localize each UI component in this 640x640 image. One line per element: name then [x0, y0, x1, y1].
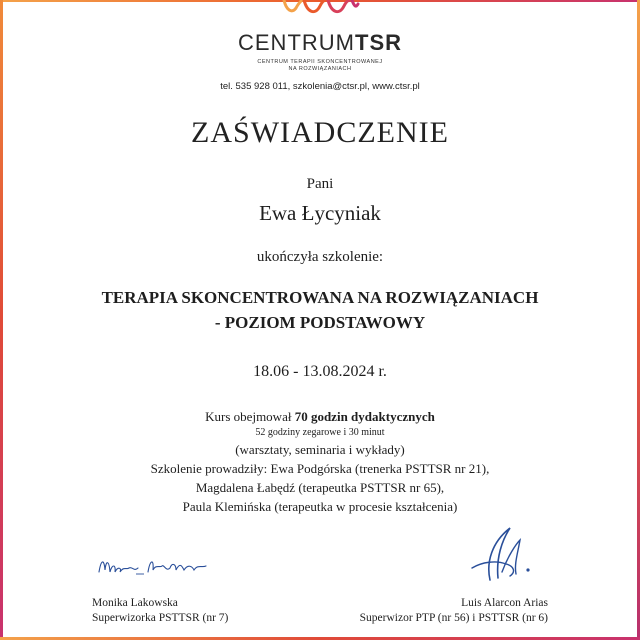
salutation: Pani: [306, 176, 334, 192]
contact-info: tel. 535 928 011, szkolenia@ctsr.pl, www.ctsr.pl: [220, 81, 420, 92]
course-dates: 18.06 - 13.08.2024 r.: [253, 363, 387, 380]
trainers-line1: Szkolenie prowadziły: Ewa Podgórska (trenerka PSTTSR nr 21),: [150, 461, 490, 476]
right-signer-name: Luis Alarcon Arias: [461, 597, 548, 609]
hours-prefix: Kurs obejmował: [205, 409, 295, 424]
certificate-title: ZAŚWIADCZENIE: [191, 116, 449, 149]
right-signature-icon: [462, 522, 542, 584]
brand-name-part2: TSR: [355, 30, 402, 55]
left-signature-icon: [96, 554, 212, 578]
left-signer-role: Superwizorka PSTTSR (nr 7): [92, 612, 229, 624]
hours-line: [0, 407, 640, 426]
left-signer: [92, 596, 228, 626]
course-title-line1: TERAPIA SKONCENTROWANA NA ROZWIĄZANIACH: [101, 288, 539, 307]
format-line: (warsztaty, seminaria i wykłady): [235, 442, 405, 457]
recipient-name: Ewa Łycyniak: [259, 201, 381, 225]
course-title-line2: - POZIOM PODSTAWOWY: [214, 313, 426, 332]
clock-hours-line: 52 godziny zegarowe i 30 minut: [255, 427, 385, 438]
right-signer: [360, 596, 548, 626]
right-signer-role: Superwizor PTP (nr 56) i PSTTSR (nr 6): [359, 612, 548, 624]
centrum-tsr-logo-icon: [282, 0, 360, 20]
brand-subtitle-line1: CENTRUM TERAPII SKONCENTROWANEJ: [257, 59, 383, 65]
hours-bold: 70 godzin dydaktycznych: [294, 409, 435, 424]
course-details: [0, 407, 640, 516]
brand-subtitle-line2: NA ROZWIĄZANIACH: [288, 66, 352, 72]
completion-text: ukończyła szkolenie:: [256, 249, 384, 265]
brand-name: [0, 30, 640, 56]
brand-name-part1: CENTRUM: [238, 30, 355, 55]
left-signer-name: Monika Lakowska: [92, 597, 178, 609]
trainers-line3: Paula Klemińska (terapeutka w procesie kształcenia): [182, 499, 458, 514]
trainers-line2: Magdalena Łabędź (terapeutka PSTTSR nr 65),: [195, 480, 445, 495]
